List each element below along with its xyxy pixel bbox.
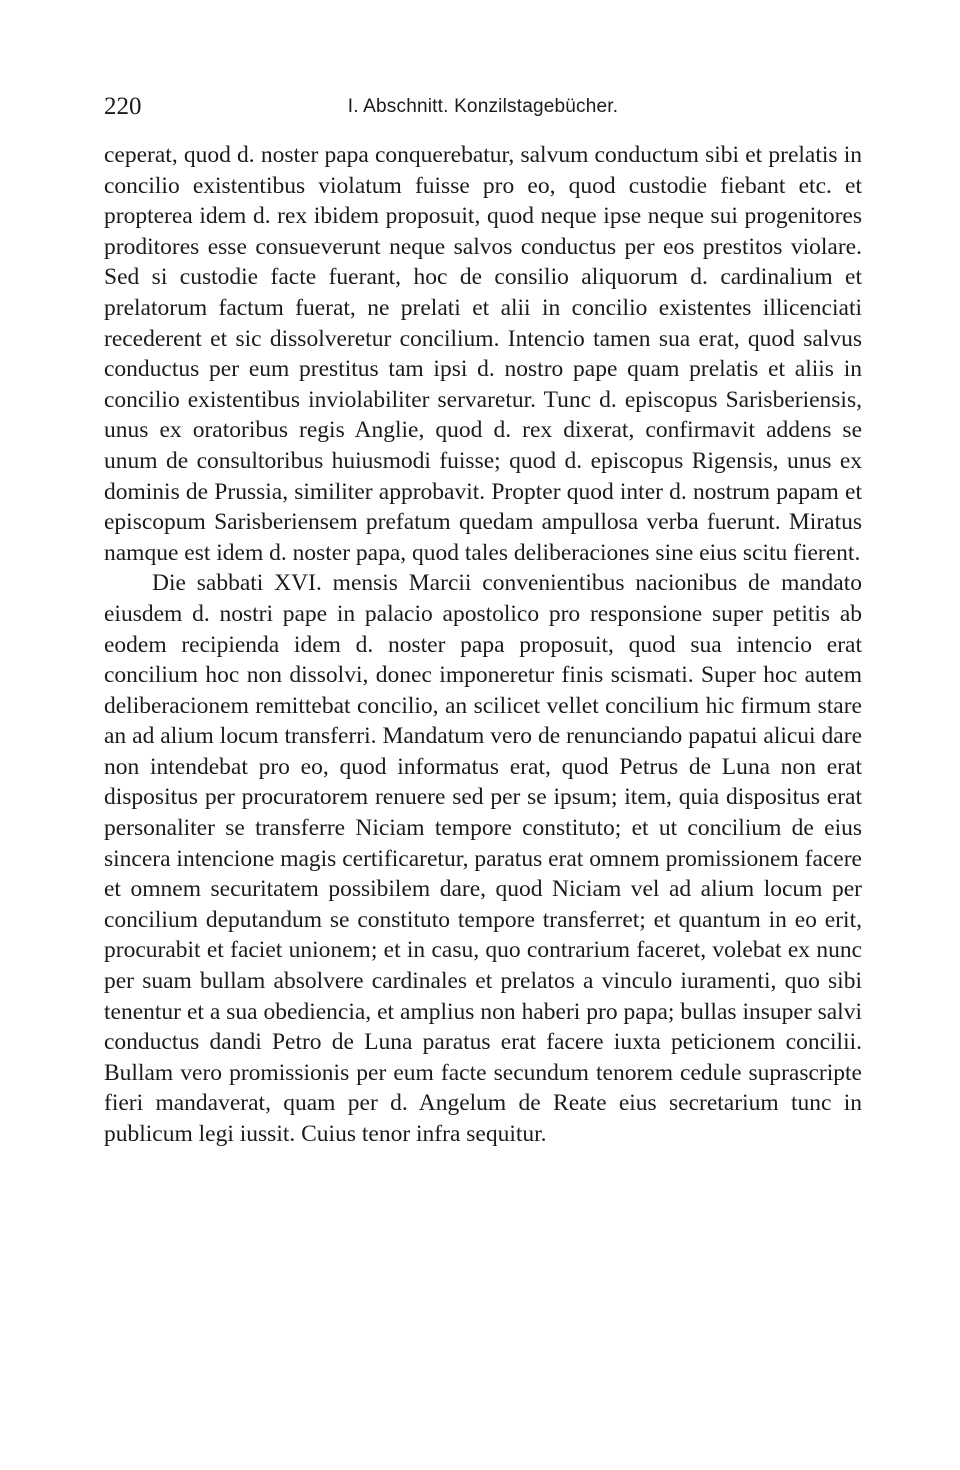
- running-title: I. Abschnitt. Konzilstagebücher.: [347, 96, 619, 117]
- page-header: [104, 89, 862, 125]
- page-number: 220: [104, 93, 142, 120]
- paragraph-die-sabbati: Die sabbati XVI. mensis Marcii convenientibus nacionibus de mandato eiusdem d. nostri pape in palacio apostolico pro responsione super petitis ab eodem recipienda idem d. noster papa proposuit, quod sua intencio erat concilium hoc non dissolvi, donec imponeretur finis scismati. Super hoc autem deliberacionem remittebat concilio, an scilicet vellet concilium hic firmum stare an ad alium locum transferri. Mandatum vero de renunciando papatui alicui dare non intendebat pro eo, quod informatus erat, quod Petrus de Luna non erat dispositus per procuratorem renuere sed per se ipsum; item, quia dispositus erat personaliter se transferre Niciam tempore constituto; et ut concilium de eius sincera intencione magis certificaretur, paratus erat omnem promissionem facere et omnem securitatem possibilem dare, quod Niciam vel ad alium locum per concilium deputandum se constituto tempore transferret; et quantum in eo erit, procurabit et faciet unionem; et in casu, quo contrarium faceret, volebat ex nunc per suam bullam absolvere cardinales et prelatos a vinculo iuramenti, quo sibi tenentur et a sua obediencia, et amplius non haberi pro papa; bullas insuper salvi conductus dandi Petro de Luna paratus erat facere iuxta peticionem concilii. Bullam vero promissionis per eum facte secundum tenorem cedule suprascripte fieri mandaverat, quam per d. Angelum de Reate eius secretarium tunc in publicum legi iussit. Cuius tenor infra sequitur.: [104, 570, 862, 1147]
- body-text: [104, 140, 862, 1150]
- paragraph-continuation: ceperat, quod d. noster papa conquerebatur, salvum conductum sibi et prelatis in concilio existentibus violatum fuisse pro eo, quod custodie fiebant etc. et propterea idem d. rex ibidem proposuit, quod neque ipse neque sui progenitores proditores esse consueverunt neque salvos conductus per eos prestitos violare. Sed si custodie facte fuerant, hoc de consilio aliquorum d. cardinalium et prelatorum factum fuerat, ne prelati et alii in concilio existentes illicenciati recederent et sic dissolveretur concilium. Intencio tamen sua erat, quod salvus conductus per eum prestitus tam ipsi d. nostro pape quam prelatis et aliis in concilio existentibus inviolabiliter servaretur. Tunc d. episcopus Sarisberiensis, unus ex oratoribus regis Anglie, quod d. rex dixerat, confirmavit addens se unum de consultoribus huiusmodi fuisse; quod d. episcopus Rigensis, unus ex dominis de Prussia, similiter approbavit. Propter quod inter d. nostrum papam et episcopum Sarisberiensem prefatum quedam ampullosa verba fuerunt. Miratus namque est idem d. noster papa, quod tales deliberaciones sine eius scitu fierent.: [104, 142, 862, 566]
